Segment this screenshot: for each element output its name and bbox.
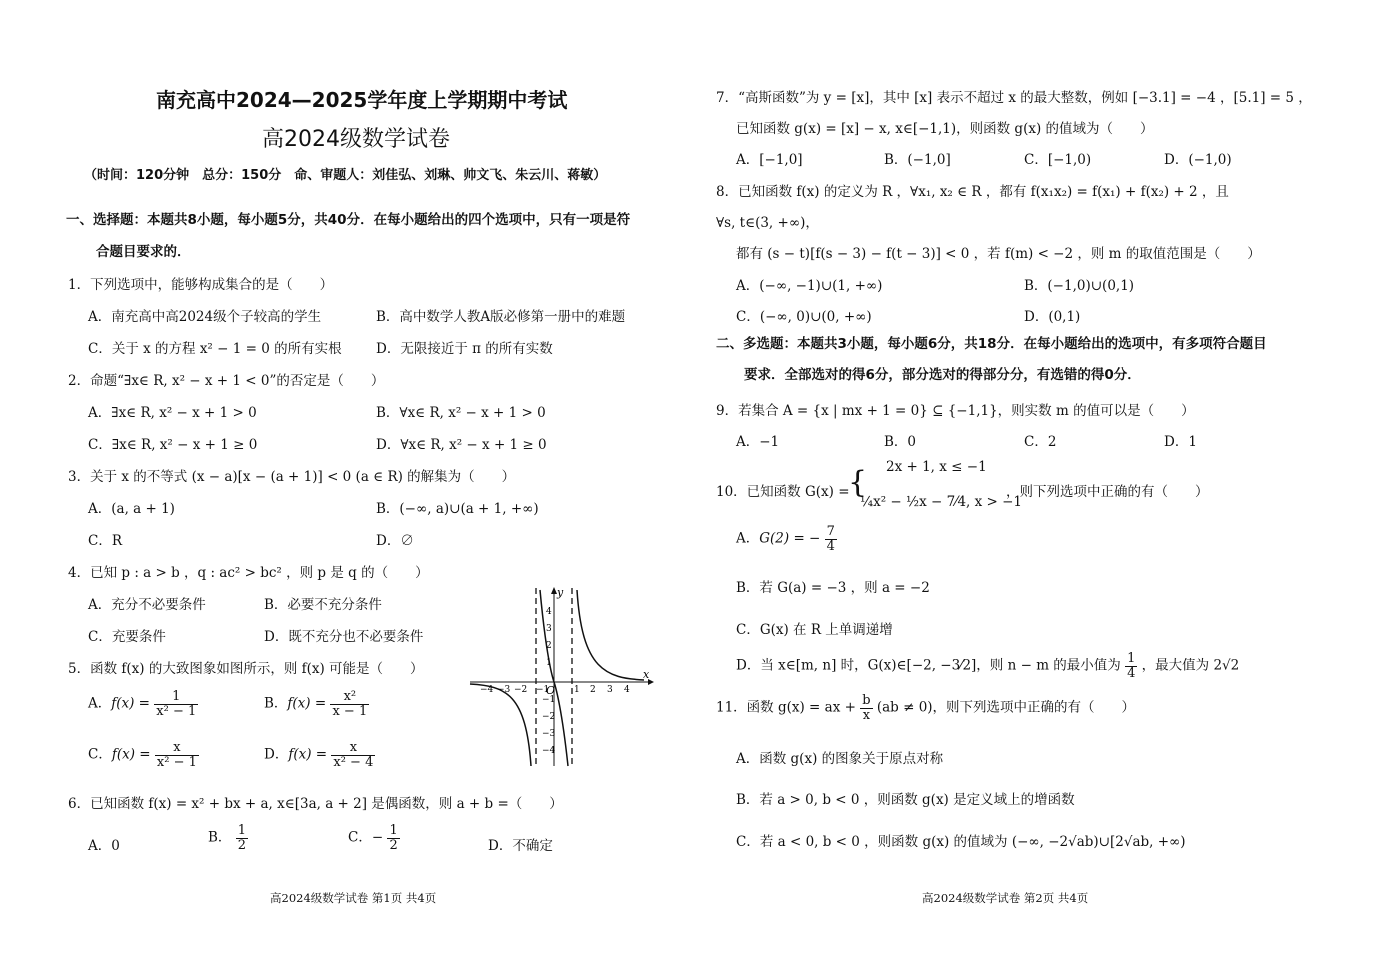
question-2-option-a: A．∃x∈ R, x² − x + 1 > 0 (88, 405, 257, 421)
question-9-stem: 9．若集合 A = {x | mx + 1 = 0} ⊆ {−1,1}，则实数 m 的值可以是（ ） (716, 403, 1195, 419)
question-9-option-a: A．−1 (736, 434, 780, 450)
x-tick-label: −2 (514, 685, 528, 695)
question-10-case-1: 2x + 1, x ≤ −1 (886, 459, 987, 475)
y-tick-label: −4 (542, 746, 556, 756)
question-3-option-a: A．(a, a + 1) (88, 501, 175, 517)
section-1-heading-cont: 合题目要求的． (96, 244, 191, 260)
question-3-option-d: D．∅ (376, 533, 414, 549)
exam-subtitle: 高2024级数学试卷 (262, 127, 450, 152)
question-1-option-d: D．无限接近于 π 的所有实数 (376, 341, 553, 357)
question-4-option-b: B．必要不充分条件 (264, 597, 382, 613)
question-5-option-b: B．f(x) = $\frac{\text{x²}}{x - 1}$ (264, 689, 368, 719)
question-2-option-d: D．∀x∈ R, x² − x + 1 ≥ 0 (376, 437, 547, 453)
y-tick-label: 1 (546, 658, 552, 668)
question-4-option-a: A．充分不必要条件 (88, 597, 206, 613)
question-9-option-c: C．2 (1024, 434, 1057, 450)
curve-left-branch (470, 684, 531, 766)
question-8-option-a: A．(−∞, −1)∪(1, +∞) (736, 278, 883, 294)
question-7-option-a: A．[−1,0] (736, 152, 803, 168)
question-8-option-b: B．(−1,0)∪(0,1) (1024, 278, 1135, 294)
question-10-option-c: C．G(x) 在 R 上单调递增 (736, 622, 893, 638)
question-8-line-2: ∀s, t∈(3, +∞)， (716, 215, 819, 231)
y-tick-label: −3 (542, 729, 556, 739)
question-5-option-d: D．f(x) = $\frac{x}{\text{x² − 4}}$ (264, 740, 374, 770)
exam-info: （时间：120分钟 总分：150分 命、审题人：刘佳弘、刘琳、帅文飞、朱云川、蒋敏） (84, 168, 607, 183)
question-1-option-a: A．南充高中高2024级个子较高的学生 (88, 309, 322, 325)
question-1-stem: 1．下列选项中，能够构成集合的是（ ） (68, 277, 334, 293)
question-8-line-1: 8．已知函数 f(x) 的定义为 R ，∀x₁, x₂ ∈ R ，都有 f(x₁x₂) = f(x₁) + f(x₂) + 2 ，且 (716, 184, 1229, 200)
exam-title: 南充高中2024—2025学年度上学期期中考试 (156, 88, 568, 112)
question-10-option-a: A．G(2) = − $\frac{7}{4}$ (736, 524, 835, 554)
x-tick-label: −3 (497, 685, 511, 695)
footer-page-1: 高2024级数学试卷 第1页 共4页 (270, 891, 437, 905)
x-axis-label: x (643, 668, 650, 681)
question-3-option-b: B．(−∞, a)∪(a + 1, +∞) (376, 501, 539, 517)
section-2-heading-cont: 要求．全部选对的得6分，部分选对的得部分分，有选错的得0分． (744, 367, 1141, 383)
question-6-option-a: A．0 (88, 838, 120, 854)
x-tick-label: −4 (480, 685, 494, 695)
question-5-graph (466, 584, 656, 770)
section-1-heading: 一、选择题：本题共8小题，每小题5分，共40分．在每小题给出的四个选项中，只有一项是符 (66, 212, 631, 228)
y-tick-label: 2 (546, 641, 552, 651)
question-11-option-b: B．若 a > 0, b < 0 ，则函数 g(x) 是定义域上的增函数 (736, 792, 1075, 808)
question-8-option-d: D．(0,1) (1024, 309, 1081, 325)
question-9-option-b: B．0 (884, 434, 917, 450)
question-7-line-1: 7．“高斯函数”为 y = [x]，其中 [x] 表示不超过 x 的最大整数，例如 [−3.1] = −4 ，[5.1] = 5 ， (716, 90, 1312, 106)
question-11-option-a: A．函数 g(x) 的图象关于原点对称 (736, 751, 944, 767)
x-tick-label: 1 (574, 685, 580, 695)
question-5-stem: 5．函数 f(x) 的大致图象如图所示，则 f(x) 可能是（ ） (68, 661, 424, 677)
question-4-stem: 4．已知 p : a > b ，q : ac² > bc² ，则 p 是 q 的（ ） (68, 565, 429, 581)
question-10-tail: ，则下列选项中正确的有（ ） (1006, 484, 1209, 500)
question-7-option-d: D．(−1,0) (1164, 152, 1232, 168)
x-tick-label: 3 (607, 685, 613, 695)
question-6-stem: 6．已知函数 f(x) = x² + bx + a, x∈[3a, a + 2] 是偶函数，则 a + b =（ ） (68, 796, 563, 812)
question-2-option-c: C．∃x∈ R, x² − x + 1 ≥ 0 (88, 437, 258, 453)
y-tick-label: 3 (546, 624, 552, 634)
section-2-heading: 二、多选题：本题共3小题，每小题6分，共18分．在每小题给出的选项中，有多项符合题目 (716, 336, 1267, 352)
question-6-option-b: B． $\frac{1}{2}$ (208, 823, 246, 853)
question-6-option-d: D．不确定 (488, 838, 553, 854)
question-3-option-c: C．R (88, 533, 122, 549)
question-10-brace: { (848, 465, 868, 500)
question-10-option-d: D．当 x∈[m, n] 时，G(x)∈[−2, −3⁄2]，则 n − m 的最小值为 $\frac{1}{4}$ ，最大值为 2√2 (736, 651, 1240, 681)
question-10-label: 10．已知函数 G(x) = (716, 484, 850, 500)
question-8-option-c: C．(−∞, 0)∪(0, +∞) (736, 309, 872, 325)
y-axis-label: y (557, 586, 564, 599)
question-11-option-c: C．若 a < 0, b < 0 ，则函数 g(x) 的值域为 (−∞, −2√ab)∪[2√ab, +∞) (736, 834, 1186, 850)
question-4-option-d: D．既不充分也不必要条件 (264, 629, 424, 645)
question-4-option-c: C．充要条件 (88, 629, 166, 645)
question-2-option-b: B．∀x∈ R, x² − x + 1 > 0 (376, 405, 546, 421)
curve-right-branch (577, 590, 644, 680)
question-8-line-3: 都有 (s − t)[f(s − 3) − f(t − 3)] < 0 ，若 f(m) < −2 ，则 m 的取值范围是（ ） (736, 246, 1261, 262)
footer-page-2: 高2024级数学试卷 第2页 共4页 (922, 891, 1089, 905)
question-1-option-b: B．高中数学人教A版必修第一册中的难题 (376, 309, 626, 325)
y-tick-label: 4 (546, 607, 552, 617)
question-6-option-c: C．− $\frac{1}{2}$ (348, 823, 398, 853)
question-5-option-c: C．f(x) = $\frac{x}{\text{x² − 1}}$ (88, 740, 197, 770)
question-10-case-2: ¼x² − ½x − 7⁄4, x > −1 (860, 494, 1023, 510)
question-3-stem: 3．关于 x 的不等式 (x − a)[x − (a + 1)] < 0 (a ∈ R) 的解集为（ ） (68, 469, 516, 485)
question-7-line-2: 已知函数 g(x) = [x] − x, x∈[−1,1)，则函数 g(x) 的值域为（ ） (736, 121, 1154, 137)
x-tick-label: 4 (624, 685, 630, 695)
x-tick-label: 2 (590, 685, 596, 695)
question-11-stem: 11．函数 g(x) = ax + $\frac{b}{x}$ (ab ≠ 0)，则下列选项中正确的有（ ） (716, 693, 1136, 723)
y-tick-label: −1 (542, 695, 556, 705)
question-1-option-c: C．关于 x 的方程 x² − 1 = 0 的所有实根 (88, 341, 342, 357)
question-2-stem: 2．命题“∃x∈ R, x² − x + 1 < 0”的否定是（ ） (68, 373, 385, 389)
question-7-option-c: C．[−1,0) (1024, 152, 1092, 168)
question-9-option-d: D．1 (1164, 434, 1197, 450)
question-7-option-b: B．(−1,0] (884, 152, 951, 168)
page-2 (688, 0, 1376, 972)
question-5-option-a: A．f(x) = $\frac{1}{\text{x² − 1}}$ (88, 689, 197, 719)
y-tick-label: −2 (542, 712, 556, 722)
x-tick-label: −1 (536, 685, 550, 695)
origin-label: O (546, 684, 556, 697)
question-10-option-b: B．若 G(a) = −3 ，则 a = −2 (736, 580, 930, 596)
